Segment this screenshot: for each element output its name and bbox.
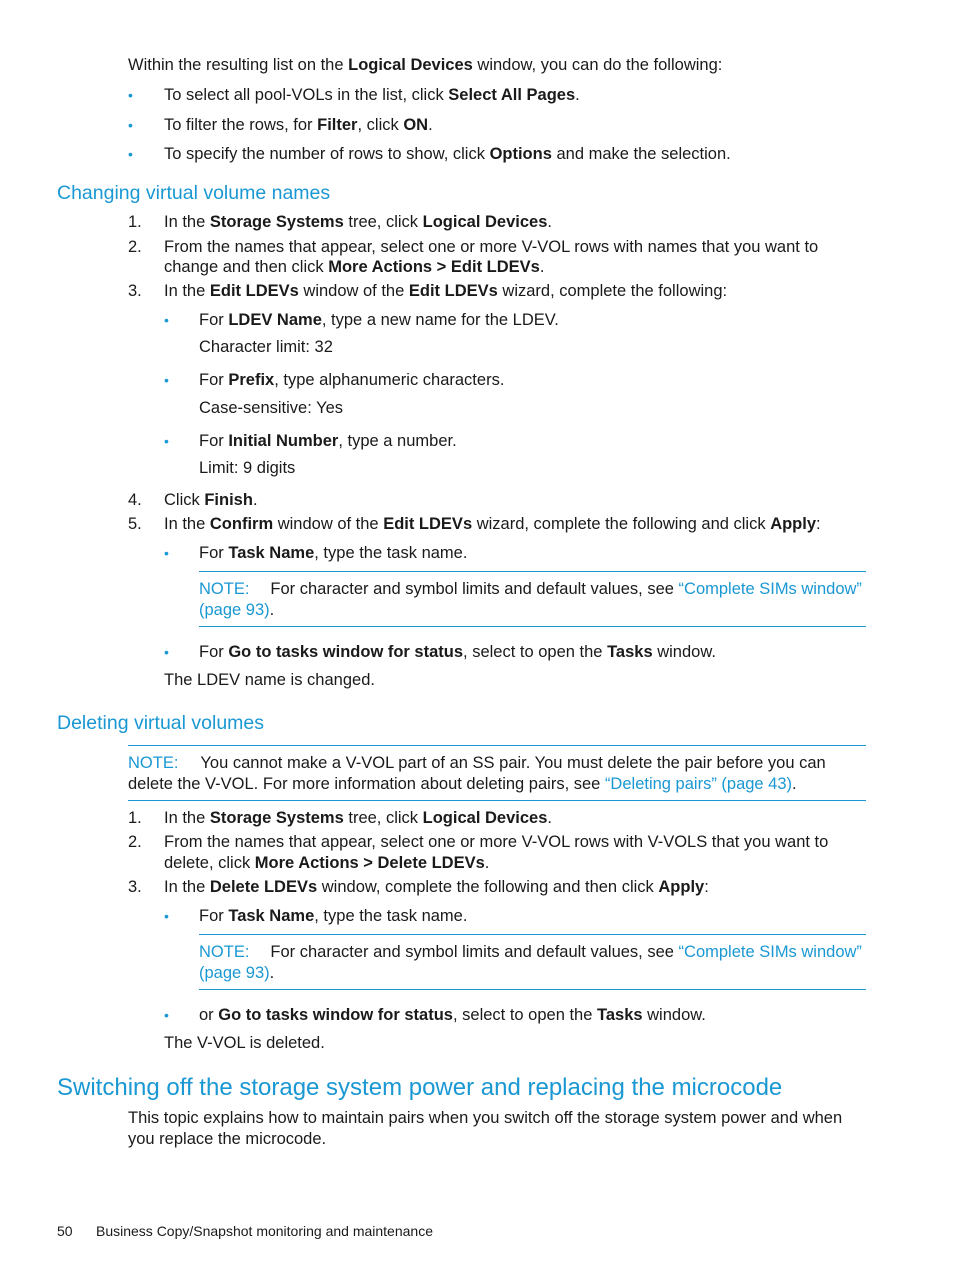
step-text: In the Delete LDEVs window, complete the following and then click Apply: [164, 878, 709, 896]
step-text-continued: change and then click More Actions > Edit LDEVs. [164, 258, 545, 276]
footer-title: Business Copy/Snapshot monitoring and maintenance [96, 1223, 433, 1239]
bullet-icon: • [128, 146, 133, 162]
note-bottom-rule [128, 800, 866, 801]
list-item: For Prefix, type alphanumeric characters. [199, 371, 505, 389]
note-block-continued: (page 93). [199, 964, 275, 982]
section-heading-deleting-volumes: Deleting virtual volumes [57, 712, 265, 734]
complete-sims-window-link[interactable]: “Complete SIMs window” [678, 580, 862, 598]
section-paragraph: This topic explains how to maintain pairs when you switch off the storage system power and when [128, 1109, 843, 1127]
list-item-detail: Case-sensitive: Yes [199, 399, 343, 417]
bullet-icon: • [164, 644, 169, 660]
step-text: In the Storage Systems tree, click Logical Devices. [164, 809, 552, 827]
step-number: 4. [128, 491, 142, 509]
note-block: NOTE: You cannot make a V-VOL part of an SS pair. You must delete the pair before you can [128, 754, 826, 772]
note-top-rule [199, 934, 866, 935]
note-block: NOTE: For character and symbol limits and default values, see “Complete SIMs window” [199, 943, 862, 961]
note-top-rule [128, 745, 866, 746]
list-item: For Task Name, type the task name. [199, 544, 468, 562]
step-text: From the names that appear, select one or more V-VOL rows with names that you want to [164, 238, 819, 256]
note-bottom-rule [199, 626, 866, 627]
page-93-link[interactable]: (page 93) [199, 964, 270, 982]
note-block-continued: (page 93). [199, 601, 275, 619]
step-text: In the Edit LDEVs window of the Edit LDEVs wizard, complete the following: [164, 282, 728, 300]
note-block-continued: delete the V-VOL. For more information about deleting pairs, see “Deleting pairs” (page 43). [128, 775, 797, 793]
step-number: 5. [128, 515, 142, 533]
list-item: To filter the rows, for Filter, click ON. [164, 116, 433, 134]
section-heading-switching-power: Switching off the storage system power and replacing the microcode [57, 1074, 783, 1101]
step-text: Click Finish. [164, 491, 258, 509]
deleting-pairs-link[interactable]: “Deleting pairs” (page 43) [604, 775, 793, 793]
list-item: For LDEV Name, type a new name for the LDEV. [199, 311, 559, 329]
step-text: In the Storage Systems tree, click Logical Devices. [164, 213, 552, 231]
bullet-icon: • [164, 433, 169, 449]
step-text: In the Confirm window of the Edit LDEVs wizard, complete the following and click Apply: [164, 515, 821, 533]
list-item-detail: Character limit: 32 [199, 338, 333, 356]
note-label: NOTE: [199, 943, 250, 961]
note-bottom-rule [199, 989, 866, 990]
list-item: For Initial Number, type a number. [199, 432, 457, 450]
note-label: NOTE: [128, 754, 179, 772]
step-number: 1. [128, 809, 142, 827]
note-block: NOTE: For character and symbol limits and default values, see “Complete SIMs window” [199, 580, 862, 598]
result-text: The V-VOL is deleted. [164, 1034, 325, 1052]
step-number: 1. [128, 213, 142, 231]
section-heading-changing-names: Changing virtual volume names [57, 182, 331, 204]
step-text: From the names that appear, select one or more V-VOL rows with V-VOLS that you want to [164, 833, 829, 851]
note-top-rule [199, 571, 866, 572]
list-item-detail: Limit: 9 digits [199, 459, 296, 477]
list-item: For Task Name, type the task name. [199, 907, 468, 925]
step-number: 3. [128, 282, 142, 300]
step-number: 2. [128, 238, 142, 256]
note-label: NOTE: [199, 580, 250, 598]
bullet-icon: • [164, 545, 169, 561]
list-item: or Go to tasks window for status, select to open the Tasks window. [199, 1006, 706, 1024]
bullet-icon: • [164, 312, 169, 328]
bullet-icon: • [128, 87, 133, 103]
complete-sims-window-link[interactable]: “Complete SIMs window” [678, 943, 862, 961]
page-number: 50 [57, 1223, 73, 1239]
step-number: 2. [128, 833, 142, 851]
intro-paragraph: Within the resulting list on the Logical Devices window, you can do the following: [128, 56, 723, 74]
section-paragraph-continued: you replace the microcode. [128, 1130, 327, 1148]
list-item: To select all pool-VOLs in the list, click Select All Pages. [164, 86, 580, 104]
step-text-continued: delete, click More Actions > Delete LDEVs. [164, 854, 490, 872]
list-item: To specify the number of rows to show, click Options and make the selection. [164, 145, 731, 163]
bullet-icon: • [164, 908, 169, 924]
bullet-icon: • [164, 372, 169, 388]
result-text: The LDEV name is changed. [164, 671, 375, 689]
list-item: For Go to tasks window for status, select to open the Tasks window. [199, 643, 716, 661]
bullet-icon: • [128, 117, 133, 133]
step-number: 3. [128, 878, 142, 896]
bullet-icon: • [164, 1007, 169, 1023]
page-93-link[interactable]: (page 93) [199, 601, 270, 619]
